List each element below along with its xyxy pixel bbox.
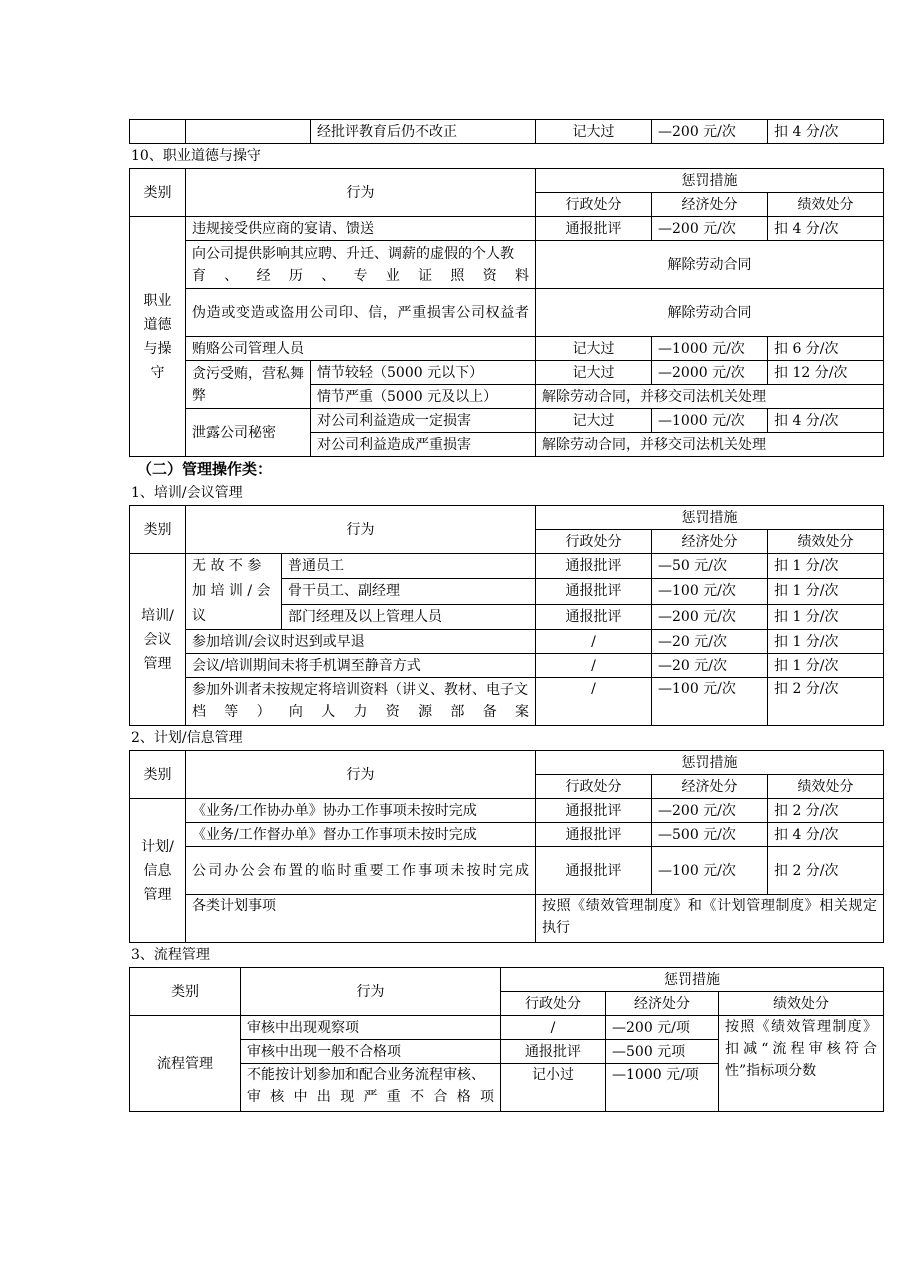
perf-cell: 扣 4 分/次 [768,120,884,144]
merged-measure-cell: 解除劳动合同，并移交司法机关处理 [536,433,884,457]
behavior-cell: 不能按计划参加和配合业务流程审核、审核中出现严重不合格项 [241,1064,501,1112]
group-cell: 无 故 不 参 加 培 训 / 会 议 [186,554,282,630]
admin-cell: 记大过 [536,337,652,361]
admin-cell: 通报批评 [536,799,652,823]
header-measures: 惩罚措施 [501,968,884,992]
header-perf: 绩效处分 [768,193,884,217]
admin-cell: 记小过 [501,1064,606,1112]
header-category: 类别 [130,968,241,1016]
header-behavior: 行为 [186,169,536,217]
perf-cell: 扣 1 分/次 [768,579,884,604]
econ-cell: —20 元/次 [652,630,768,654]
header-admin: 行政处分 [536,530,652,554]
admin-cell: 通报批评 [536,823,652,847]
header-econ: 经济处分 [652,193,768,217]
behavior-cell: 骨干员工、副经理 [282,579,536,604]
admin-cell: 通报批评 [536,554,652,579]
behavior-cell: 违规接受供应商的宴请、馈送 [186,217,536,241]
header-measures: 惩罚措施 [536,506,884,530]
perf-cell: 扣 2 分/次 [768,799,884,823]
behavior-cell: 参加培训/会议时迟到或早退 [186,630,536,654]
behavior-cell: 《业务/工作协办单》协办工作事项未按时完成 [186,799,536,823]
behavior-cell: 会议/培训期间未将手机调至静音方式 [186,654,536,678]
perf-cell: 扣 4 分/次 [768,823,884,847]
header-category: 类别 [130,751,186,799]
header-admin: 行政处分 [536,193,652,217]
behavior-cell: 审核中出现一般不合格项 [241,1040,501,1064]
header-behavior: 行为 [186,506,536,554]
header-admin: 行政处分 [501,992,606,1016]
admin-cell: 记大过 [536,120,652,144]
econ-cell: —200 元/次 [652,799,768,823]
group-cell: 贪污受贿，营私舞弊 [186,361,311,409]
merged-measure-cell: 解除劳动合同 [536,289,884,337]
econ-cell: —500 元项 [606,1040,719,1064]
perf-cell: 扣 4 分/次 [768,217,884,241]
training-table [129,505,884,726]
document-page [129,119,883,1112]
header-econ: 经济处分 [652,530,768,554]
header-perf: 绩效处分 [719,992,884,1016]
econ-cell: —20 元/次 [652,654,768,678]
econ-cell: —1000 元/次 [652,409,768,433]
header-category: 类别 [130,506,186,554]
econ-cell: —200 元/次 [652,120,768,144]
sub-behavior-cell: 情节严重（5000 元及以上） [311,385,536,409]
econ-cell: —500 元/次 [652,823,768,847]
perf-cell: 扣 1 分/次 [768,604,884,629]
econ-cell: —1000 元/次 [652,337,768,361]
category-cell: 职业 道德 与操 守 [130,217,186,457]
admin-cell: 记大过 [536,409,652,433]
econ-cell: —100 元/次 [652,847,768,895]
merged-measure-cell: 按照《绩效管理制度》和《计划管理制度》相关规定执行 [536,895,884,943]
ethics-table [129,168,884,457]
process-table [129,967,884,1112]
sub-behavior-cell: 情节较轻（5000 元以下） [311,361,536,385]
admin-cell: 通报批评 [536,579,652,604]
header-admin: 行政处分 [536,775,652,799]
behavior-cell: 向公司提供影响其应聘、升迁、调薪的虚假的个人教育、经历、专业证照资料 [186,241,536,289]
behavior-cell: 普通员工 [282,554,536,579]
admin-cell: / [536,654,652,678]
header-behavior: 行为 [186,751,536,799]
admin-cell: 记大过 [536,361,652,385]
behavior-cell: 公司办公会布置的临时重要工作事项未按时完成 [186,847,536,895]
econ-cell: —50 元/次 [652,554,768,579]
header-measures: 惩罚措施 [536,751,884,775]
behavior-cell: 贿赂公司管理人员 [186,337,536,361]
sub-behavior-cell: 对公司利益造成一定损害 [311,409,536,433]
behavior-cell: 审核中出现观察项 [241,1016,501,1040]
perf-cell: 扣 2 分/次 [768,678,884,726]
econ-cell: —100 元/次 [652,579,768,604]
econ-cell: —2000 元/次 [652,361,768,385]
part-title: （二）管理操作类： [137,460,273,478]
sub-behavior-cell: 对公司利益造成严重损害 [311,433,536,457]
header-measures: 惩罚措施 [536,169,884,193]
admin-cell: 通报批评 [501,1040,606,1064]
header-perf: 绩效处分 [768,530,884,554]
admin-cell: 通报批评 [536,604,652,629]
header-perf: 绩效处分 [768,775,884,799]
empty-cell [130,120,186,144]
category-cell: 流程管理 [130,1016,241,1112]
admin-cell: / [536,630,652,654]
econ-cell: —200 元/项 [606,1016,719,1040]
perf-cell: 扣 1 分/次 [768,554,884,579]
perf-merged-cell: 按照《绩效管理制度》扣减“流程审核符合性”指标项分数 [719,1016,884,1112]
continuation-table [129,119,884,144]
section-title: 2、计划/信息管理 [131,730,243,746]
behavior-cell: 参加外训者未按规定将培训资料（讲义、教材、电子文档等）向人力资源部备案 [186,678,536,726]
header-category: 类别 [130,169,186,217]
perf-cell: 扣 2 分/次 [768,847,884,895]
merged-measure-cell: 解除劳动合同，并移交司法机关处理 [536,385,884,409]
header-econ: 经济处分 [652,775,768,799]
perf-cell: 扣 12 分/次 [768,361,884,385]
econ-cell: —200 元/次 [652,217,768,241]
plan-table [129,750,884,943]
behavior-cell: 《业务/工作督办单》督办工作事项未按时完成 [186,823,536,847]
behavior-cell: 经批评教育后仍不改正 [311,120,536,144]
admin-cell: / [536,678,652,726]
header-behavior: 行为 [241,968,501,1016]
perf-cell: 扣 6 分/次 [768,337,884,361]
perf-cell: 扣 4 分/次 [768,409,884,433]
category-cell: 培训/ 会议 管理 [130,554,186,726]
perf-cell: 扣 1 分/次 [768,630,884,654]
behavior-cell: 伪造或变造或盗用公司印、信，严重损害公司权益者 [186,289,536,337]
econ-cell: —100 元/次 [652,678,768,726]
category-cell: 计划/ 信息 管理 [130,799,186,943]
admin-cell: 通报批评 [536,847,652,895]
section-title: 3、流程管理 [131,947,210,963]
section-title: 10、职业道德与操守 [131,148,261,164]
header-econ: 经济处分 [606,992,719,1016]
behavior-cell: 部门经理及以上管理人员 [282,604,536,629]
merged-measure-cell: 解除劳动合同 [536,241,884,289]
behavior-cell: 各类计划事项 [186,895,536,943]
econ-cell: —1000 元/项 [606,1064,719,1112]
admin-cell: / [501,1016,606,1040]
empty-cell [186,120,311,144]
group-cell: 泄露公司秘密 [186,409,311,457]
econ-cell: —200 元/次 [652,604,768,629]
perf-cell: 扣 1 分/次 [768,654,884,678]
admin-cell: 通报批评 [536,217,652,241]
section-title: 1、培训/会议管理 [131,485,243,501]
